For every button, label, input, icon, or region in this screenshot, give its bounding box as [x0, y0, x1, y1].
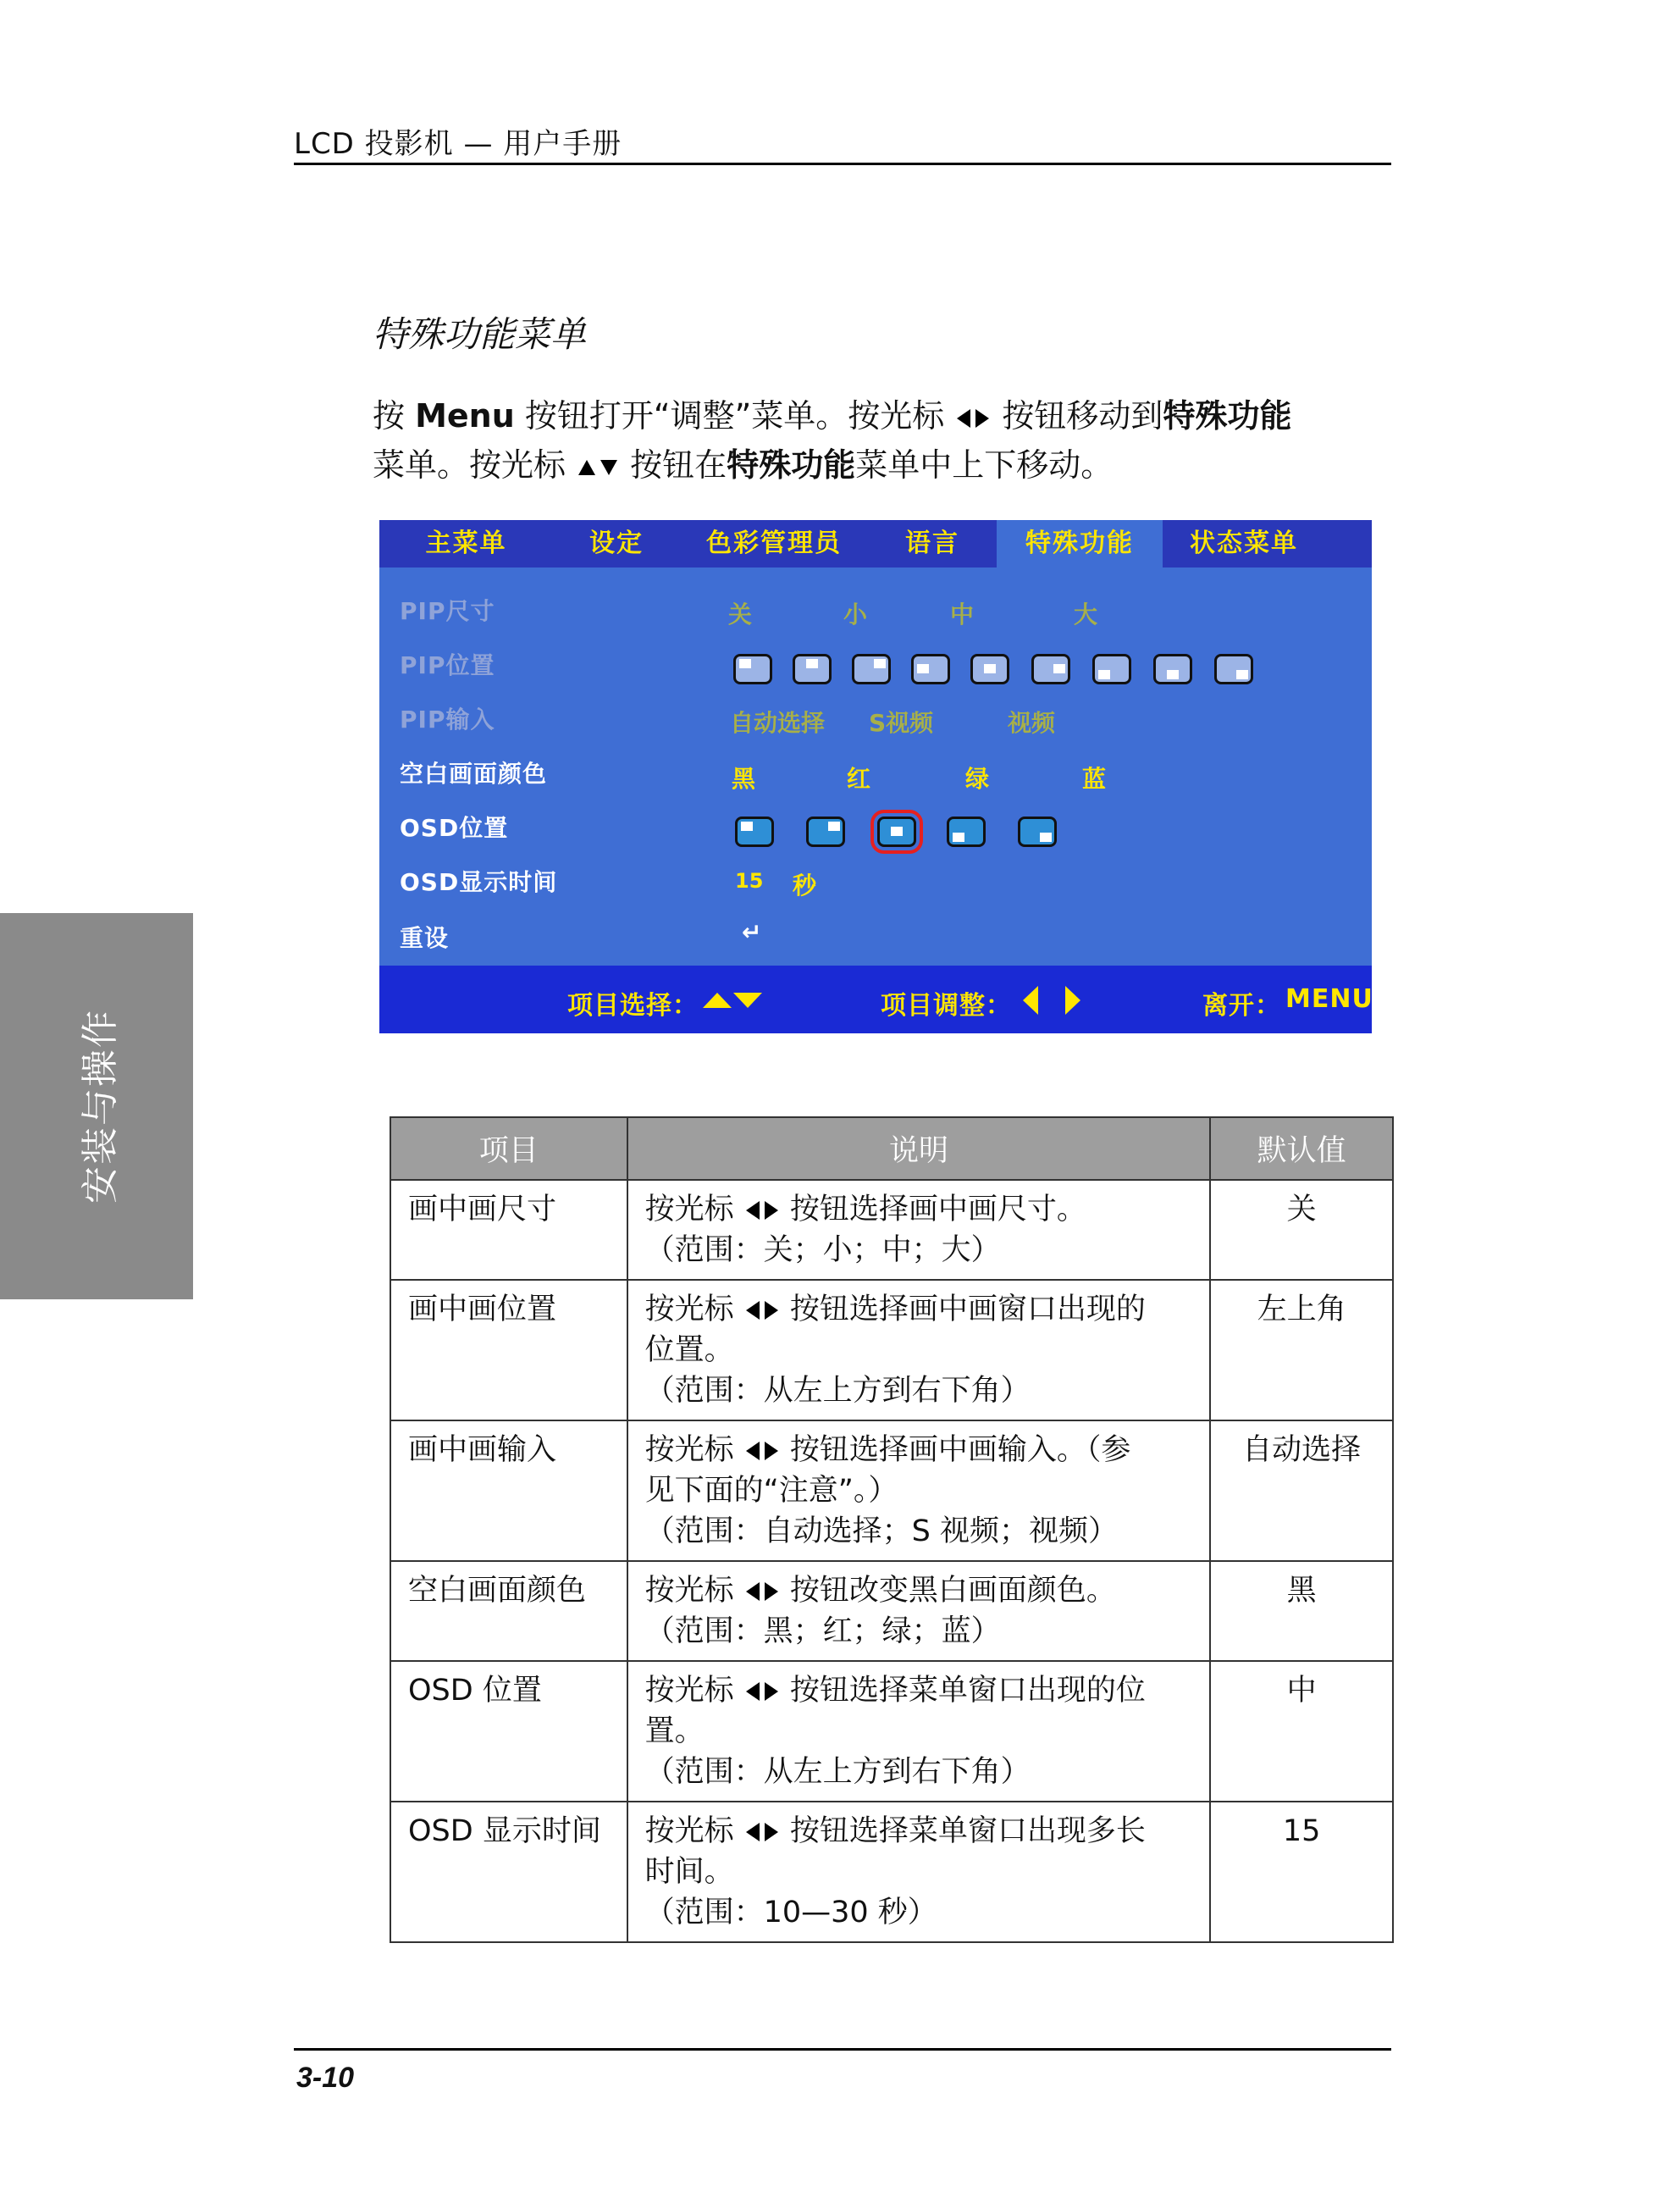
arrow-left-icon	[746, 1582, 760, 1601]
special-function-table	[390, 1116, 1394, 1943]
osd-label-reset: 重设	[400, 924, 450, 952]
intro-text: 菜单中上下移动。	[855, 446, 1114, 484]
osd-position-bottom-left-icon[interactable]	[947, 817, 986, 847]
arrow-left-icon	[1023, 986, 1038, 1015]
arrow-right-icon	[765, 1301, 778, 1320]
osd-tab-main[interactable]: 主菜单	[425, 529, 507, 558]
desc-text: 按钮选择菜单窗口出现多长	[789, 1814, 1146, 1848]
osd-tab-bar	[379, 520, 1372, 567]
osd-option[interactable]: 大	[1074, 601, 1098, 628]
page-header-title: LCD 投影机 — 用户手册	[294, 127, 622, 161]
table-cell-desc	[627, 1661, 1211, 1802]
desc-range: （范围：自动选择；S 视频；视频）	[644, 1514, 1118, 1548]
desc-line: 时间。	[644, 1855, 734, 1889]
osd-tab-status[interactable]: 状态菜单	[1190, 529, 1298, 558]
osd-tab-language[interactable]: 语言	[905, 529, 959, 558]
osd-option[interactable]: 蓝	[1082, 765, 1107, 793]
desc-line	[645, 1289, 1193, 1330]
table-cell-default: 黑	[1210, 1561, 1393, 1661]
table-cell-desc	[627, 1561, 1211, 1661]
osd-position-bottom-right-icon[interactable]	[1018, 817, 1057, 847]
desc-line: 见下面的“注意”。）	[644, 1474, 898, 1508]
pip-position-top-left-icon[interactable]	[733, 654, 772, 684]
osd-footer-bar	[379, 966, 1372, 1033]
table-cell-item: OSD 位置	[390, 1661, 627, 1802]
osd-option[interactable]: 关	[728, 601, 753, 628]
osd-position-center-icon[interactable]	[877, 817, 916, 847]
pip-position-center-icon[interactable]	[970, 654, 1009, 684]
table-header-desc: 说明	[627, 1117, 1211, 1180]
table-cell-item: 画中画尺寸	[390, 1180, 627, 1280]
desc-text: 按钮选择画中画窗口出现的	[789, 1293, 1146, 1326]
side-chapter-tab	[0, 913, 193, 1299]
table-cell-desc	[627, 1180, 1211, 1280]
pip-position-bottom-left-icon[interactable]	[1092, 654, 1131, 684]
desc-range: （范围：从左上方到右下角）	[644, 1374, 1031, 1408]
desc-range: （范围：10—30 秒）	[644, 1896, 937, 1929]
pip-position-top-center-icon[interactable]	[793, 654, 832, 684]
arrow-right-icon	[765, 1682, 778, 1701]
table-cell-item: 画中画输入	[390, 1420, 627, 1561]
section-title: 特殊功能菜单	[373, 313, 587, 355]
osd-label-osd-time: OSD显示时间	[400, 868, 558, 896]
osd-option[interactable]: 黑	[732, 765, 756, 793]
table-cell-desc	[627, 1420, 1211, 1561]
desc-line	[645, 1570, 1193, 1611]
arrow-up-icon	[578, 460, 595, 475]
desc-text: 按光标	[644, 1433, 734, 1467]
pip-position-top-right-icon[interactable]	[852, 654, 891, 684]
desc-text: 按钮选择画中画尺寸。	[789, 1193, 1086, 1226]
desc-range: （范围：黑；红；绿；蓝）	[644, 1614, 1001, 1648]
arrow-right-icon	[765, 1442, 778, 1460]
osd-label-blank-color: 空白画面颜色	[400, 760, 548, 788]
table-header-row	[390, 1117, 1393, 1180]
menu-key: Menu	[415, 397, 515, 435]
pip-position-middle-right-icon[interactable]	[1031, 654, 1070, 684]
intro-text: 菜单。按光标	[373, 446, 577, 484]
table-header-default: 默认值	[1210, 1117, 1393, 1180]
desc-text: 按钮选择画中画输入。（参	[789, 1433, 1131, 1467]
intro-bold: 特殊功能	[1163, 397, 1292, 435]
osd-footer-adjust: 项目调整：	[881, 991, 1012, 1021]
intro-text: 按	[373, 397, 416, 435]
page-number: 3-10	[296, 2062, 355, 2094]
intro-text: 按钮移动到	[992, 397, 1163, 435]
arrow-right-icon	[1065, 986, 1080, 1015]
desc-text: 按钮改变黑白画面颜色。	[789, 1574, 1116, 1608]
intro-paragraph	[373, 391, 1389, 490]
osd-time-unit: 秒	[793, 872, 817, 900]
table-cell-desc	[627, 1280, 1211, 1420]
table-row	[390, 1420, 1393, 1561]
table-row	[390, 1561, 1393, 1661]
desc-line	[645, 1811, 1193, 1852]
osd-menu-screenshot	[379, 520, 1372, 1033]
arrow-left-icon	[746, 1823, 760, 1841]
table-cell-default: 自动选择	[1210, 1420, 1393, 1561]
osd-tab-settings[interactable]: 设定	[589, 529, 644, 558]
arrow-right-icon	[975, 409, 989, 428]
intro-text: 按钮打开“调整”菜单。按光标	[514, 397, 955, 435]
table-row	[390, 1802, 1393, 1942]
enter-icon[interactable]: ↵	[742, 918, 762, 946]
table-cell-item: 空白画面颜色	[390, 1561, 627, 1661]
osd-option[interactable]: 视频	[1008, 709, 1056, 737]
desc-text: 按光标	[644, 1293, 734, 1326]
arrow-left-icon	[957, 409, 970, 428]
osd-tab-color-manager[interactable]: 色彩管理员	[706, 529, 842, 558]
arrow-left-icon	[746, 1682, 760, 1701]
intro-bold: 特殊功能	[727, 446, 856, 484]
arrow-right-icon	[765, 1582, 778, 1601]
table-cell-default: 15	[1210, 1802, 1393, 1942]
arrow-right-icon	[765, 1823, 778, 1841]
desc-range: （范围：从左上方到右下角）	[644, 1755, 1031, 1789]
table-row	[390, 1661, 1393, 1802]
desc-text: 按光标	[644, 1674, 734, 1708]
arrow-left-icon	[746, 1201, 760, 1220]
osd-option[interactable]: S视频	[869, 709, 934, 737]
table-row	[390, 1180, 1393, 1280]
desc-line: 置。	[644, 1714, 705, 1748]
arrow-up-icon	[703, 993, 732, 1008]
osd-tab-special[interactable]: 特殊功能	[997, 520, 1163, 567]
desc-text: 按光标	[644, 1193, 734, 1226]
table-header-item: 项目	[390, 1117, 627, 1180]
osd-time-value[interactable]: 15	[735, 869, 764, 893]
osd-option[interactable]: 中	[950, 601, 975, 628]
footer-rule	[294, 2048, 1391, 2051]
side-chapter-label: 安装与操作	[79, 1009, 122, 1204]
osd-footer-exit-key: MENU	[1285, 984, 1373, 1014]
pip-position-middle-left-icon[interactable]	[911, 654, 950, 684]
pip-position-bottom-right-icon[interactable]	[1214, 654, 1253, 684]
header-rule	[294, 163, 1391, 165]
arrow-right-icon	[765, 1201, 778, 1220]
table-row	[390, 1280, 1393, 1420]
arrow-down-icon	[600, 460, 617, 475]
arrow-down-icon	[733, 993, 762, 1008]
table-cell-default: 中	[1210, 1661, 1393, 1802]
osd-footer-exit: 离开：	[1202, 991, 1281, 1021]
osd-position-top-left-icon[interactable]	[735, 817, 774, 847]
table-cell-item: OSD 显示时间	[390, 1802, 627, 1942]
desc-line	[645, 1670, 1193, 1711]
desc-line: 位置。	[644, 1333, 734, 1367]
osd-option[interactable]: 小	[843, 601, 868, 628]
osd-option[interactable]: 绿	[965, 765, 990, 793]
osd-footer-select: 项目选择：	[567, 991, 699, 1021]
osd-option[interactable]: 红	[847, 765, 871, 793]
osd-position-top-right-icon[interactable]	[806, 817, 845, 847]
table-cell-default: 关	[1210, 1180, 1393, 1280]
desc-text: 按钮选择菜单窗口出现的位	[789, 1674, 1146, 1708]
pip-position-bottom-center-icon[interactable]	[1153, 654, 1192, 684]
table-cell-item: 画中画位置	[390, 1280, 627, 1420]
osd-label-pip-input: PIP输入	[400, 706, 495, 734]
osd-label-osd-position: OSD位置	[400, 814, 509, 842]
desc-line	[645, 1430, 1193, 1470]
intro-text: 按钮在	[620, 446, 727, 484]
table-cell-desc	[627, 1802, 1211, 1942]
osd-label-pip-size: PIP尺寸	[400, 597, 495, 625]
desc-text: 按光标	[644, 1814, 734, 1848]
desc-line	[645, 1189, 1193, 1230]
osd-option[interactable]: 自动选择	[730, 709, 826, 737]
arrow-left-icon	[746, 1301, 760, 1320]
arrow-left-icon	[746, 1442, 760, 1460]
desc-text: 按光标	[644, 1574, 734, 1608]
desc-range: （范围：关；小；中；大）	[644, 1233, 1001, 1267]
osd-label-pip-position: PIP位置	[400, 651, 495, 679]
table-cell-default: 左上角	[1210, 1280, 1393, 1420]
